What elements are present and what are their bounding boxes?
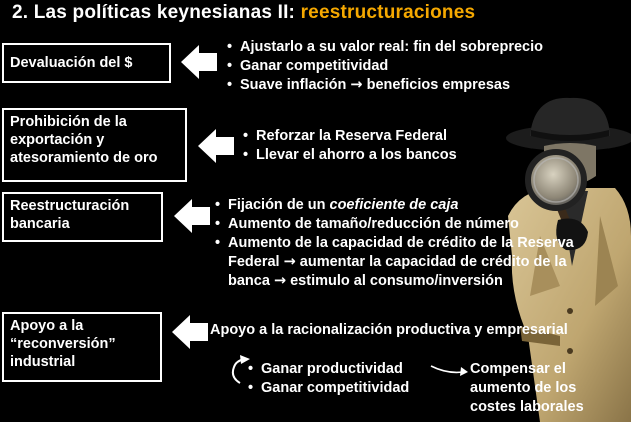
bullet-item: • Fijación de un coeficiente de caja [214, 196, 574, 215]
arrow-icon: → [283, 254, 296, 270]
label-line: Prohibición de la [10, 114, 127, 130]
label-box-prohibicion [2, 108, 187, 182]
label-line: exportación y [10, 132, 105, 148]
bullet-item: • Llevar el ahorro a los bancos [242, 146, 457, 165]
bullet-item: • Ajustarlo a su valor real: fin del sobreprecio [226, 38, 543, 57]
label-line: atesoramiento de oro [10, 150, 158, 166]
bullet-item: • Reforzar la Reserva Federal [242, 127, 457, 146]
bullet-item: • Aumento de la capacidad de crédito de la Reserva Federal → aumentar la capacidad de crédito de la banca → estimulo al consumo/inversión [214, 234, 574, 291]
title-highlight: reestructuraciones [300, 2, 476, 23]
compensation-text: Compensar el aumento de los costes laborales [470, 361, 584, 415]
title-prefix: 2. Las políticas keynesianas II: [12, 2, 301, 23]
left-arrow-icon [196, 127, 236, 165]
label-box-devaluacion [2, 43, 171, 83]
bullet-item: • Suave inflación → beneficios empresas [226, 76, 543, 95]
left-arrow-icon [172, 197, 212, 235]
left-arrow-icon [179, 43, 219, 81]
label-line: Devaluación del $ [10, 55, 133, 71]
label-line: “reconversión” [10, 336, 116, 352]
left-arrow-icon [170, 313, 210, 351]
label-line: industrial [10, 354, 76, 370]
bullet-item: • Aumento de tamaño/reducción de número [214, 215, 574, 234]
label-line: Apoyo a la [10, 318, 84, 334]
label-box-reestructuracion [2, 192, 163, 242]
slide-title [12, 2, 475, 24]
bullet-item: • Ganar competitividad [247, 379, 409, 398]
label-line: bancaria [10, 216, 70, 232]
bullet-item: • Ganar productividad [247, 360, 409, 379]
right-arrow-icon [429, 362, 469, 380]
bullet-item: • Ganar competitividad [226, 57, 543, 76]
reconversion-headline: Apoyo a la racionalización productiva y empresarial [210, 322, 568, 338]
label-line: Reestructuración [10, 198, 130, 214]
bullets-reestructuracion [214, 196, 574, 291]
arrow-icon: → [273, 273, 287, 289]
label-box-reconversion [2, 312, 162, 382]
bullets-prohibicion [242, 127, 457, 165]
arrow-icon: → [350, 77, 363, 93]
bullets-devaluacion [226, 38, 543, 95]
bullets-reconversion [247, 360, 409, 398]
